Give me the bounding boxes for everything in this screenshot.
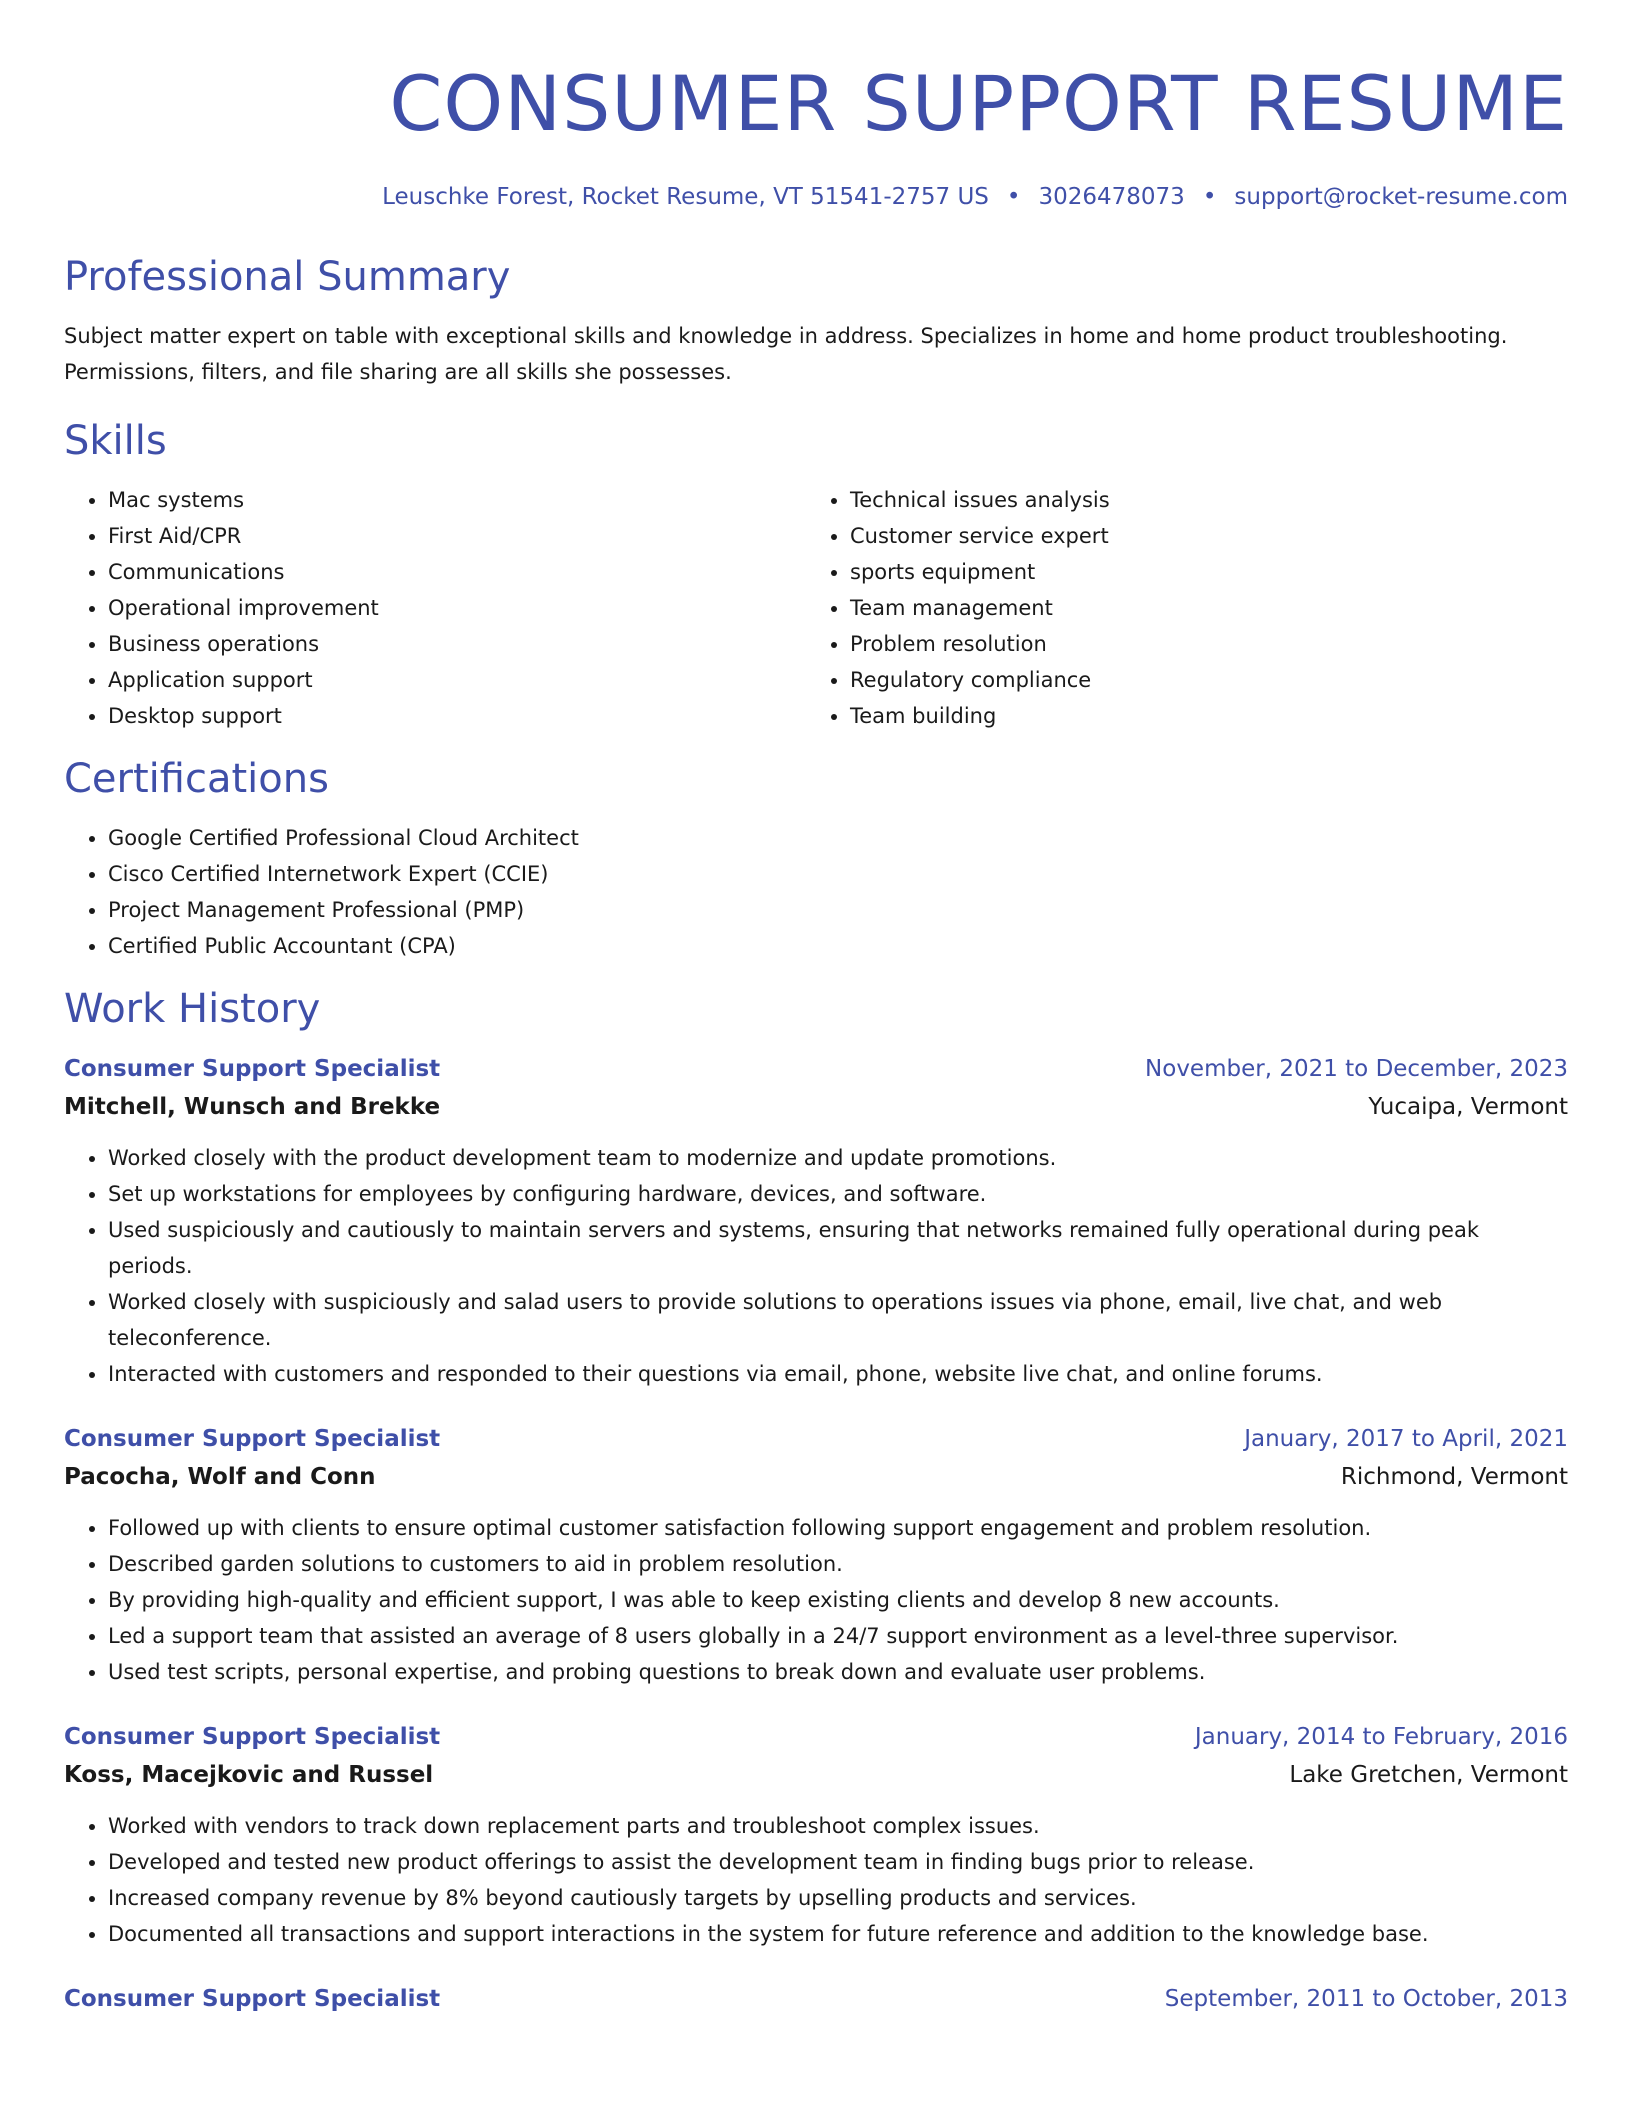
contact-separator: • (1006, 184, 1021, 210)
job-company: Koss, Macejkovic and Russel (64, 1762, 434, 1788)
job-bullet: • Developed and tested new product offerings to assist the development team in finding bugs prior to release. (108, 1844, 1568, 1880)
skill-item: • Team building (850, 698, 1548, 734)
resume-title: CONSUMER SUPPORT RESUME (389, 59, 1568, 148)
job-dates: January, 2017 to April, 2021 (1244, 1426, 1568, 1452)
job-title: Consumer Support Specialist (64, 1056, 441, 1082)
job-title: Consumer Support Specialist (64, 1426, 441, 1452)
skill-item: • Customer service expert (850, 518, 1548, 554)
skills-grid (64, 482, 1568, 734)
job-bullet: • Documented all transactions and support interactions in the system for future reference and addition to the knowledge base. (108, 1916, 1568, 1952)
skills-column-left (64, 482, 806, 734)
summary-heading: Professional Summary (64, 254, 511, 300)
job-header-row (64, 1050, 1568, 1088)
certification-item: • Project Management Professional (PMP) (108, 892, 1568, 928)
skill-item: • Team management (850, 590, 1548, 626)
work-history-heading: Work History (64, 986, 321, 1032)
summary-text: Subject matter expert on table with exceptional skills and knowledge in address. Specializes in home and home product troubleshooting. Permissions, filters, and file sharing are all skills she possesses. (64, 324, 1508, 384)
skill-item: • Operational improvement (108, 590, 806, 626)
certification-item: • Google Certified Professional Cloud Architect (108, 820, 1568, 856)
skill-item: • Mac systems (108, 482, 806, 518)
job-bullets (64, 1510, 1568, 1690)
job-bullet: • Worked closely with the product development team to modernize and update promotions. (108, 1140, 1568, 1176)
skill-item: • Regulatory compliance (850, 662, 1548, 698)
job-entry (64, 1050, 1568, 1392)
job-dates: September, 2011 to October, 2013 (1164, 1986, 1568, 2012)
contact-email: support@rocket-resume.com (1234, 184, 1568, 210)
skills-heading: Skills (64, 418, 167, 464)
job-header-row (64, 1420, 1568, 1458)
job-location: Lake Gretchen, Vermont (1289, 1762, 1568, 1788)
job-title: Consumer Support Specialist (64, 1986, 441, 2012)
job-bullet: • Interacted with customers and responded to their questions via email, phone, website live chat, and online forums. (108, 1356, 1568, 1392)
contact-line (64, 180, 1568, 214)
job-header-row (64, 1718, 1568, 1756)
job-bullet: • Used test scripts, personal expertise, and probing questions to break down and evaluate user problems. (108, 1654, 1568, 1690)
contact-separator: • (1202, 184, 1217, 210)
contact-address: Leuschke Forest, Rocket Resume, VT 51541-2757 US (382, 184, 989, 210)
resume-page (64, 0, 1568, 2112)
job-company-row (64, 1088, 1568, 1126)
job-location: Richmond, Vermont (1340, 1464, 1568, 1490)
job-bullet: • Used suspiciously and cautiously to maintain servers and systems, ensuring that networks remained fully operational during peak periods. (108, 1212, 1568, 1284)
job-bullet: • Worked with vendors to track down replacement parts and troubleshoot complex issues. (108, 1808, 1568, 1844)
job-company-row (64, 1756, 1568, 1794)
job-entry (64, 1980, 1568, 2018)
contact-phone: 3026478073 (1038, 184, 1185, 210)
job-company-row (64, 1458, 1568, 1496)
certifications-list (64, 820, 1568, 964)
skill-item: • Application support (108, 662, 806, 698)
skill-item: • Communications (108, 554, 806, 590)
job-bullet: • By providing high-quality and efficient support, I was able to keep existing clients and develop 8 new accounts. (108, 1582, 1568, 1618)
job-dates: January, 2014 to February, 2016 (1194, 1724, 1568, 1750)
job-header-row (64, 1980, 1568, 2018)
job-dates: November, 2021 to December, 2023 (1145, 1056, 1568, 1082)
job-bullet: • Followed up with clients to ensure optimal customer satisfaction following support engagement and problem resolution. (108, 1510, 1568, 1546)
job-bullet: • Set up workstations for employees by configuring hardware, devices, and software. (108, 1176, 1568, 1212)
certification-item: • Cisco Certified Internetwork Expert (CCIE) (108, 856, 1568, 892)
job-company: Pacocha, Wolf and Conn (64, 1464, 376, 1490)
job-location: Yucaipa, Vermont (1368, 1094, 1568, 1120)
skill-item: • sports equipment (850, 554, 1548, 590)
job-entry (64, 1420, 1568, 1690)
skill-item: • Business operations (108, 626, 806, 662)
skills-list-left (64, 482, 806, 734)
job-bullet: • Described garden solutions to customers to aid in problem resolution. (108, 1546, 1568, 1582)
job-title: Consumer Support Specialist (64, 1724, 441, 1750)
certifications-heading: Certifications (64, 756, 329, 802)
job-bullet: • Worked closely with suspiciously and salad users to provide solutions to operations issues via phone, email, live chat, and web teleconference. (108, 1284, 1568, 1356)
skill-item: • Desktop support (108, 698, 806, 734)
skill-item: • Technical issues analysis (850, 482, 1548, 518)
job-entry (64, 1718, 1568, 1952)
skills-column-right (806, 482, 1548, 734)
certification-item: • Certified Public Accountant (CPA) (108, 928, 1568, 964)
skills-list-right (806, 482, 1548, 734)
job-bullet: • Increased company revenue by 8% beyond cautiously targets by upselling products and services. (108, 1880, 1568, 1916)
skill-item: • First Aid/CPR (108, 518, 806, 554)
skill-item: • Problem resolution (850, 626, 1548, 662)
job-bullet: • Led a support team that assisted an average of 8 users globally in a 24/7 support environment as a level-three supervisor. (108, 1618, 1568, 1654)
job-bullets (64, 1140, 1568, 1392)
job-bullets (64, 1808, 1568, 1952)
job-company: Mitchell, Wunsch and Brekke (64, 1094, 441, 1120)
